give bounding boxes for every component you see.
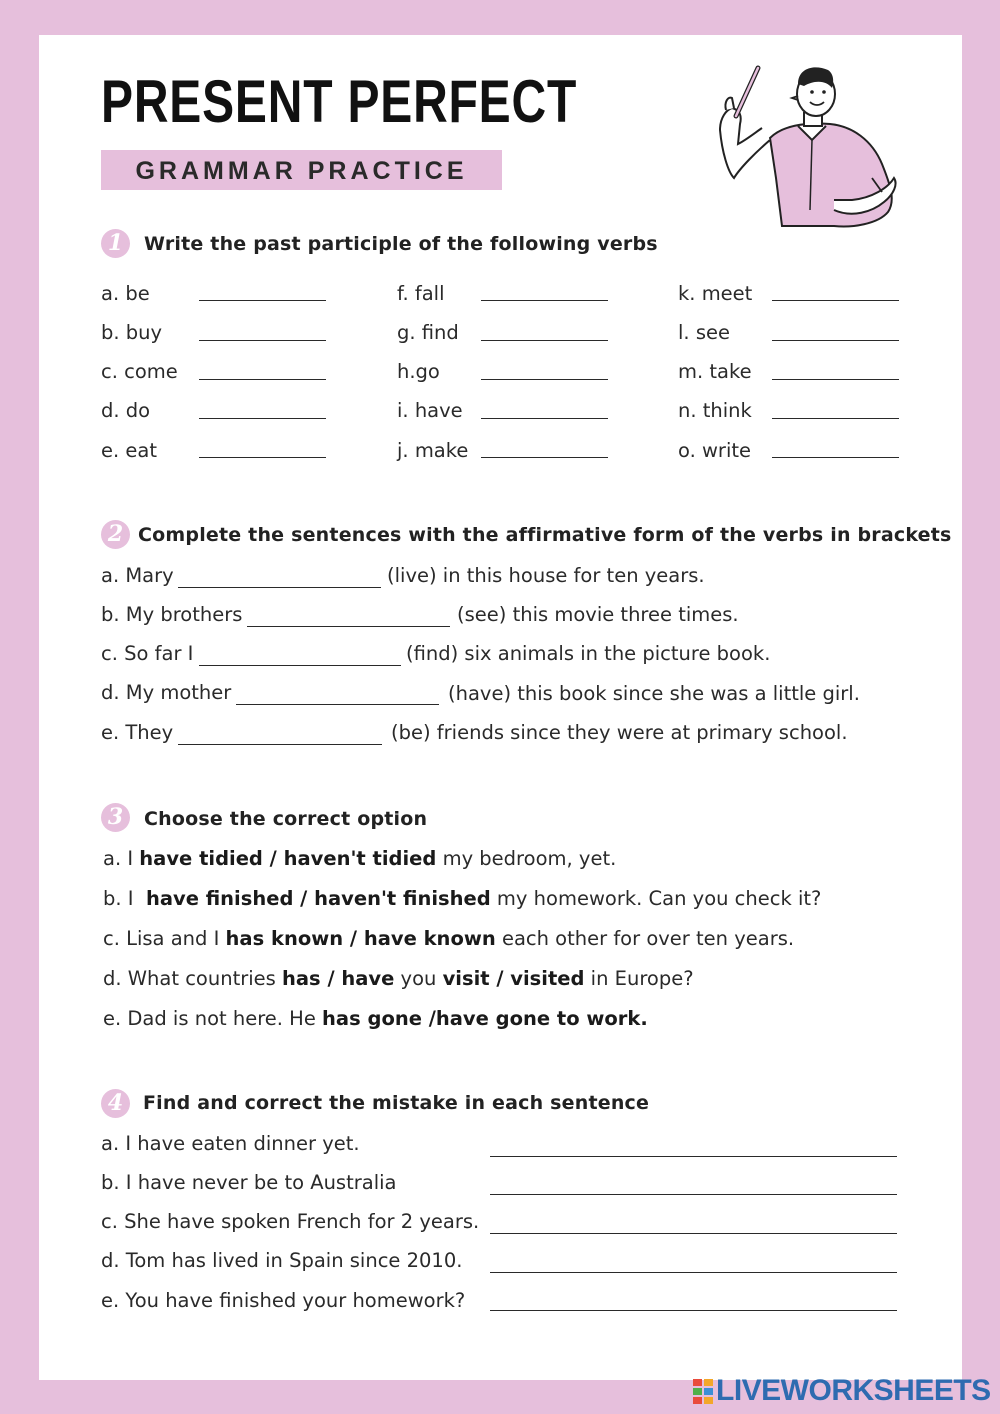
answer-blank[interactable] bbox=[199, 418, 326, 419]
verb-item: k. meet bbox=[678, 282, 753, 305]
mistake-sentence: a. I have eaten dinner yet. bbox=[101, 1132, 360, 1155]
option-sentence bbox=[103, 847, 616, 870]
verb-item: e. eat bbox=[101, 439, 157, 462]
option-text: each other for over ten years. bbox=[495, 927, 795, 950]
answer-blank[interactable] bbox=[199, 340, 326, 341]
answer-blank[interactable] bbox=[199, 457, 326, 458]
page-subtitle: GRAMMAR PRACTICE bbox=[135, 157, 468, 185]
logo-block bbox=[704, 1397, 713, 1404]
section-1-heading: Write the past participle of the following verbs bbox=[144, 233, 658, 255]
answer-blank[interactable] bbox=[178, 587, 381, 588]
verb-item: i. have bbox=[397, 399, 463, 422]
section-4-heading: Find and correct the mistake in each sentence bbox=[143, 1092, 650, 1114]
answer-blank[interactable] bbox=[490, 1272, 897, 1273]
answer-blank[interactable] bbox=[490, 1310, 897, 1311]
answer-blank[interactable] bbox=[481, 379, 608, 380]
section-3-heading: Choose the correct option bbox=[144, 808, 428, 830]
option-text: b. I bbox=[103, 887, 146, 910]
sentence-start: a. Mary bbox=[101, 564, 174, 587]
sentence-start: e. They bbox=[101, 721, 174, 744]
logo-block bbox=[704, 1388, 713, 1395]
mistake-sentence: e. You have finished your homework? bbox=[101, 1289, 466, 1312]
answer-blank[interactable] bbox=[772, 300, 899, 301]
logo-text: LIVEWORKSHEETS bbox=[716, 1374, 991, 1407]
sentence-start: d. My mother bbox=[101, 681, 232, 704]
verb-item: a. be bbox=[101, 282, 150, 305]
logo-block bbox=[693, 1379, 702, 1386]
option-sentence bbox=[103, 967, 694, 990]
answer-blank[interactable] bbox=[490, 1156, 897, 1157]
answer-blank[interactable] bbox=[481, 418, 608, 419]
option-choice[interactable]: has known / have known bbox=[225, 927, 496, 950]
mistake-sentence: d. Tom has lived in Spain since 2010. bbox=[101, 1249, 463, 1272]
verb-item: h.go bbox=[397, 360, 440, 383]
section-2-heading: Complete the sentences with the affirmative form of the verbs in brackets bbox=[138, 524, 952, 546]
sentence-end: (have) this book since she was a little girl. bbox=[448, 682, 860, 705]
option-choice[interactable]: has / have bbox=[282, 967, 395, 990]
answer-blank[interactable] bbox=[236, 704, 439, 705]
sentence-end: (be) friends since they were at primary school. bbox=[391, 721, 848, 744]
verb-item: l. see bbox=[678, 321, 730, 344]
answer-blank[interactable] bbox=[772, 457, 899, 458]
page-title: PRESENT PERFECT bbox=[101, 68, 578, 135]
answer-blank[interactable] bbox=[481, 340, 608, 341]
mistake-sentence: b. I have never be to Australia bbox=[101, 1171, 397, 1194]
answer-blank[interactable] bbox=[772, 340, 899, 341]
option-text: e. Dad is not here. He bbox=[103, 1007, 323, 1030]
logo-block bbox=[704, 1379, 713, 1386]
verb-item: c. come bbox=[101, 360, 178, 383]
sentence-end: (see) this movie three times. bbox=[457, 603, 739, 626]
answer-blank[interactable] bbox=[178, 744, 382, 745]
answer-blank[interactable] bbox=[481, 457, 608, 458]
answer-blank[interactable] bbox=[199, 379, 326, 380]
option-choice[interactable]: has gone /have gone to work. bbox=[322, 1007, 648, 1030]
answer-blank[interactable] bbox=[772, 379, 899, 380]
verb-item: o. write bbox=[678, 439, 752, 462]
option-text: in Europe? bbox=[584, 967, 694, 990]
answer-blank[interactable] bbox=[772, 418, 899, 419]
section-3-number: 3 bbox=[101, 803, 130, 832]
logo-block bbox=[693, 1397, 702, 1404]
answer-blank[interactable] bbox=[481, 300, 608, 301]
option-text: my bedroom, yet. bbox=[436, 847, 617, 870]
sentence-end: (live) in this house for ten years. bbox=[387, 564, 705, 587]
answer-blank[interactable] bbox=[199, 665, 401, 666]
section-1-number: 1 bbox=[101, 229, 130, 258]
verb-item: f. fall bbox=[397, 282, 445, 305]
answer-blank[interactable] bbox=[199, 300, 326, 301]
sentence-start: b. My brothers bbox=[101, 603, 243, 626]
option-sentence bbox=[103, 927, 794, 950]
option-choice[interactable]: have finished / haven't finished bbox=[145, 887, 491, 910]
liveworksheets-logo[interactable] bbox=[693, 1374, 991, 1408]
sentence-start: c. So far I bbox=[101, 642, 194, 665]
answer-blank[interactable] bbox=[247, 626, 450, 627]
logo-block bbox=[693, 1388, 702, 1395]
option-text: a. I bbox=[103, 847, 140, 870]
option-text: my homework. Can you check it? bbox=[490, 887, 822, 910]
answer-blank[interactable] bbox=[490, 1194, 897, 1195]
mistake-sentence: c. She have spoken French for 2 years. bbox=[101, 1210, 480, 1233]
verb-item: b. buy bbox=[101, 321, 163, 344]
sentence-end: (find) six animals in the picture book. bbox=[406, 642, 771, 665]
option-text: you bbox=[394, 967, 443, 990]
option-text: d. What countries bbox=[103, 967, 283, 990]
section-4-number: 4 bbox=[101, 1089, 130, 1118]
option-text: c. Lisa and I bbox=[103, 927, 226, 950]
option-choice[interactable]: visit / visited bbox=[442, 967, 585, 990]
option-choice[interactable]: have tidied / haven't tidied bbox=[139, 847, 437, 870]
section-2-number: 2 bbox=[101, 520, 130, 549]
verb-item: n. think bbox=[678, 399, 752, 422]
option-sentence bbox=[103, 1007, 648, 1030]
option-sentence bbox=[103, 887, 821, 910]
verb-item: m. take bbox=[678, 360, 752, 383]
verb-item: g. find bbox=[397, 321, 459, 344]
verb-item: j. make bbox=[397, 439, 469, 462]
verb-item: d. do bbox=[101, 399, 151, 422]
logo-blocks-icon bbox=[693, 1379, 713, 1404]
answer-blank[interactable] bbox=[490, 1233, 897, 1234]
teacher-illustration bbox=[712, 60, 904, 240]
